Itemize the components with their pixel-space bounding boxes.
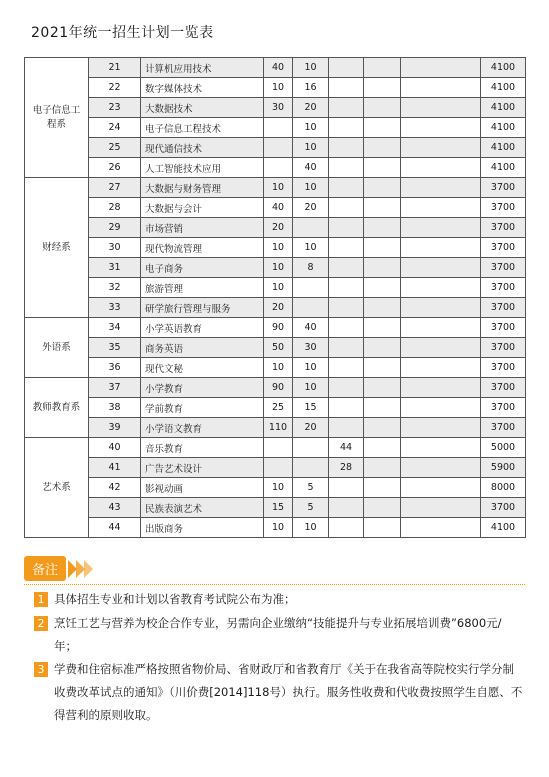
plan-cell bbox=[264, 138, 293, 158]
major-name: 电子商务 bbox=[141, 258, 264, 278]
plan-cell bbox=[364, 438, 401, 458]
major-number: 43 bbox=[89, 498, 141, 518]
tuition-fee: 4100 bbox=[481, 158, 526, 178]
plan-cell bbox=[329, 198, 364, 218]
major-name: 学前教育 bbox=[141, 398, 264, 418]
tuition-fee: 4100 bbox=[481, 98, 526, 118]
plan-cell bbox=[364, 338, 401, 358]
tuition-fee: 3700 bbox=[481, 338, 526, 358]
enrollment-plan-table bbox=[24, 57, 526, 538]
major-number: 40 bbox=[89, 438, 141, 458]
major-number: 34 bbox=[89, 318, 141, 338]
plan-cell bbox=[364, 298, 401, 318]
major-name: 大数据与财务管理 bbox=[141, 178, 264, 198]
major-name: 民族表演艺术 bbox=[141, 498, 264, 518]
plan-cell bbox=[401, 358, 481, 378]
plan-cell bbox=[364, 458, 401, 478]
major-name: 旅游管理 bbox=[141, 278, 264, 298]
plan-cell bbox=[364, 158, 401, 178]
plan-cell: 15 bbox=[293, 398, 329, 418]
tuition-fee: 3700 bbox=[481, 238, 526, 258]
plan-cell bbox=[364, 318, 401, 338]
plan-cell: 10 bbox=[264, 518, 293, 538]
plan-cell bbox=[364, 258, 401, 278]
plan-cell bbox=[401, 238, 481, 258]
page-title: 2021年统一招生计划一览表 bbox=[31, 25, 214, 41]
note-number: 3 bbox=[34, 662, 48, 677]
major-number: 39 bbox=[89, 418, 141, 438]
tuition-fee: 3700 bbox=[481, 398, 526, 418]
major-name: 现代通信技术 bbox=[141, 138, 264, 158]
plan-cell bbox=[329, 358, 364, 378]
plan-cell: 90 bbox=[264, 378, 293, 398]
plan-cell bbox=[364, 138, 401, 158]
department-name: 外语系 bbox=[25, 318, 89, 378]
plan-cell bbox=[329, 418, 364, 438]
plan-cell bbox=[401, 278, 481, 298]
major-number: 28 bbox=[89, 198, 141, 218]
major-number: 22 bbox=[89, 78, 141, 98]
plan-cell: 10 bbox=[264, 238, 293, 258]
plan-cell bbox=[401, 478, 481, 498]
plan-cell: 10 bbox=[293, 518, 329, 538]
major-name: 出版商务 bbox=[141, 518, 264, 538]
plan-cell: 5 bbox=[293, 478, 329, 498]
major-name: 现代文秘 bbox=[141, 358, 264, 378]
major-name: 小学英语教育 bbox=[141, 318, 264, 338]
table-row bbox=[25, 358, 526, 378]
plan-cell bbox=[329, 398, 364, 418]
table-row bbox=[25, 198, 526, 218]
tuition-fee: 4100 bbox=[481, 78, 526, 98]
plan-cell: 28 bbox=[329, 458, 364, 478]
plan-cell bbox=[364, 278, 401, 298]
plan-cell: 25 bbox=[264, 398, 293, 418]
notes-label: 备注 bbox=[24, 556, 66, 581]
major-number: 38 bbox=[89, 398, 141, 418]
plan-cell bbox=[264, 438, 293, 458]
plan-cell: 10 bbox=[293, 378, 329, 398]
major-name: 研学旅行管理与服务 bbox=[141, 298, 264, 318]
major-name: 计算机应用技术 bbox=[141, 58, 264, 78]
plan-cell bbox=[401, 78, 481, 98]
major-name: 电子信息工程技术 bbox=[141, 118, 264, 138]
major-number: 25 bbox=[89, 138, 141, 158]
plan-cell bbox=[401, 518, 481, 538]
table-row bbox=[25, 398, 526, 418]
plan-cell bbox=[364, 178, 401, 198]
plan-cell bbox=[401, 218, 481, 238]
note-item bbox=[34, 612, 524, 658]
plan-cell: 20 bbox=[293, 98, 329, 118]
plan-cell bbox=[329, 238, 364, 258]
plan-cell: 10 bbox=[264, 278, 293, 298]
plan-cell bbox=[401, 398, 481, 418]
table-row bbox=[25, 258, 526, 278]
tuition-fee: 3700 bbox=[481, 278, 526, 298]
plan-cell bbox=[329, 218, 364, 238]
major-number: 26 bbox=[89, 158, 141, 178]
notes-header bbox=[24, 556, 93, 581]
table-row bbox=[25, 158, 526, 178]
note-text: 学费和住宿标准严格按照省物价局、省财政厅和省教育厅《关于在我省高等院校实行学分制收费改革试点的通知》（川价费[2014]118号）执行。服务性收费和代收费按照学生自愿、不得营利的原则收取。 bbox=[54, 662, 523, 722]
plan-cell: 10 bbox=[264, 78, 293, 98]
plan-cell: 110 bbox=[264, 418, 293, 438]
table-row bbox=[25, 338, 526, 358]
major-number: 27 bbox=[89, 178, 141, 198]
plan-cell: 10 bbox=[293, 358, 329, 378]
major-number: 35 bbox=[89, 338, 141, 358]
department-name: 教师教育系 bbox=[25, 378, 89, 438]
tuition-fee: 3700 bbox=[481, 178, 526, 198]
major-number: 44 bbox=[89, 518, 141, 538]
plan-cell: 10 bbox=[293, 238, 329, 258]
plan-cell bbox=[401, 378, 481, 398]
plan-cell bbox=[401, 418, 481, 438]
table-row bbox=[25, 138, 526, 158]
plan-cell bbox=[329, 258, 364, 278]
note-item bbox=[34, 588, 524, 611]
note-text: 烹饪工艺与营养为校企合作专业，另需向企业缴纳“技能提升与专业拓展培训费”6800元/年； bbox=[54, 616, 502, 653]
plan-cell: 10 bbox=[293, 178, 329, 198]
major-name: 商务英语 bbox=[141, 338, 264, 358]
plan-cell: 20 bbox=[293, 198, 329, 218]
plan-cell: 40 bbox=[293, 318, 329, 338]
tuition-fee: 3700 bbox=[481, 218, 526, 238]
major-number: 23 bbox=[89, 98, 141, 118]
plan-cell bbox=[293, 298, 329, 318]
major-number: 21 bbox=[89, 58, 141, 78]
tuition-fee: 3700 bbox=[481, 298, 526, 318]
plan-cell: 40 bbox=[264, 58, 293, 78]
table-row bbox=[25, 178, 526, 198]
plan-cell bbox=[264, 458, 293, 478]
plan-cell: 40 bbox=[293, 158, 329, 178]
plan-cell: 16 bbox=[293, 78, 329, 98]
plan-cell: 10 bbox=[293, 118, 329, 138]
major-name: 大数据与会计 bbox=[141, 198, 264, 218]
plan-cell: 8 bbox=[293, 258, 329, 278]
plan-cell: 10 bbox=[264, 478, 293, 498]
table-row bbox=[25, 58, 526, 78]
plan-cell bbox=[401, 458, 481, 478]
tuition-fee: 5900 bbox=[481, 458, 526, 478]
plan-cell bbox=[329, 298, 364, 318]
plan-cell: 40 bbox=[264, 198, 293, 218]
plan-cell: 30 bbox=[293, 338, 329, 358]
major-number: 30 bbox=[89, 238, 141, 258]
plan-cell bbox=[401, 178, 481, 198]
major-name: 影视动画 bbox=[141, 478, 264, 498]
plan-cell bbox=[329, 478, 364, 498]
plan-cell: 30 bbox=[264, 98, 293, 118]
plan-cell bbox=[364, 238, 401, 258]
plan-cell bbox=[293, 458, 329, 478]
notes-divider bbox=[24, 584, 525, 585]
major-name: 小学教育 bbox=[141, 378, 264, 398]
tuition-fee: 3700 bbox=[481, 198, 526, 218]
major-number: 42 bbox=[89, 478, 141, 498]
table-row bbox=[25, 518, 526, 538]
plan-cell bbox=[329, 118, 364, 138]
tuition-fee: 3700 bbox=[481, 418, 526, 438]
plan-cell: 20 bbox=[293, 418, 329, 438]
department-name: 艺术系 bbox=[25, 438, 89, 538]
table-row bbox=[25, 498, 526, 518]
plan-cell bbox=[329, 338, 364, 358]
table-row bbox=[25, 318, 526, 338]
plan-cell bbox=[401, 298, 481, 318]
plan-cell bbox=[329, 58, 364, 78]
major-name: 大数据技术 bbox=[141, 98, 264, 118]
plan-cell bbox=[401, 498, 481, 518]
table-row bbox=[25, 218, 526, 238]
plan-cell bbox=[364, 218, 401, 238]
table-row bbox=[25, 458, 526, 478]
plan-cell bbox=[364, 118, 401, 138]
table-row bbox=[25, 298, 526, 318]
plan-cell bbox=[364, 518, 401, 538]
major-number: 41 bbox=[89, 458, 141, 478]
plan-cell bbox=[401, 338, 481, 358]
plan-cell: 10 bbox=[293, 138, 329, 158]
plan-cell bbox=[329, 158, 364, 178]
plan-cell: 20 bbox=[264, 218, 293, 238]
plan-cell: 90 bbox=[264, 318, 293, 338]
major-number: 29 bbox=[89, 218, 141, 238]
plan-cell bbox=[329, 318, 364, 338]
plan-cell bbox=[364, 98, 401, 118]
plan-cell bbox=[364, 198, 401, 218]
plan-cell: 44 bbox=[329, 438, 364, 458]
plan-cell bbox=[401, 258, 481, 278]
plan-cell bbox=[329, 498, 364, 518]
plan-cell bbox=[401, 198, 481, 218]
plan-cell: 20 bbox=[264, 298, 293, 318]
major-name: 音乐教育 bbox=[141, 438, 264, 458]
plan-cell bbox=[364, 378, 401, 398]
table-row bbox=[25, 238, 526, 258]
plan-cell: 5 bbox=[293, 498, 329, 518]
major-name: 人工智能技术应用 bbox=[141, 158, 264, 178]
major-number: 32 bbox=[89, 278, 141, 298]
tuition-fee: 4100 bbox=[481, 138, 526, 158]
major-number: 33 bbox=[89, 298, 141, 318]
plan-cell: 10 bbox=[264, 178, 293, 198]
plan-cell bbox=[329, 178, 364, 198]
tuition-fee: 3700 bbox=[481, 258, 526, 278]
table-row bbox=[25, 278, 526, 298]
note-number: 2 bbox=[34, 616, 48, 631]
tuition-fee: 3700 bbox=[481, 318, 526, 338]
plan-cell bbox=[293, 218, 329, 238]
plan-cell bbox=[364, 498, 401, 518]
plan-cell bbox=[329, 138, 364, 158]
tuition-fee: 3700 bbox=[481, 498, 526, 518]
plan-cell bbox=[364, 398, 401, 418]
plan-cell bbox=[329, 518, 364, 538]
plan-cell bbox=[401, 438, 481, 458]
plan-cell bbox=[329, 98, 364, 118]
note-item bbox=[34, 658, 524, 727]
plan-cell bbox=[364, 478, 401, 498]
plan-cell bbox=[401, 158, 481, 178]
table-row bbox=[25, 118, 526, 138]
table-row bbox=[25, 378, 526, 398]
plan-cell bbox=[401, 138, 481, 158]
plan-cell bbox=[364, 418, 401, 438]
plan-cell bbox=[264, 158, 293, 178]
department-name: 电子信息工程系 bbox=[25, 58, 89, 178]
tuition-fee: 4100 bbox=[481, 118, 526, 138]
plan-cell bbox=[329, 278, 364, 298]
plan-cell bbox=[364, 358, 401, 378]
major-name: 市场营销 bbox=[141, 218, 264, 238]
table-row bbox=[25, 478, 526, 498]
plan-cell bbox=[329, 78, 364, 98]
note-text: 具体招生专业和计划以省教育考试院公布为准； bbox=[54, 592, 296, 606]
table-row bbox=[25, 438, 526, 458]
department-name: 财经系 bbox=[25, 178, 89, 318]
major-number: 36 bbox=[89, 358, 141, 378]
plan-cell bbox=[401, 98, 481, 118]
plan-cell bbox=[401, 58, 481, 78]
tuition-fee: 3700 bbox=[481, 358, 526, 378]
plan-cell: 50 bbox=[264, 338, 293, 358]
plan-cell: 10 bbox=[293, 58, 329, 78]
major-name: 小学语文教育 bbox=[141, 418, 264, 438]
tuition-fee: 4100 bbox=[481, 518, 526, 538]
plan-cell: 10 bbox=[264, 258, 293, 278]
plan-cell bbox=[293, 438, 329, 458]
table-row bbox=[25, 98, 526, 118]
plan-cell bbox=[364, 78, 401, 98]
plan-cell bbox=[401, 118, 481, 138]
tuition-fee: 3700 bbox=[481, 378, 526, 398]
plan-cell: 10 bbox=[264, 358, 293, 378]
plan-cell bbox=[293, 278, 329, 298]
major-name: 数字媒体技术 bbox=[141, 78, 264, 98]
tuition-fee: 8000 bbox=[481, 478, 526, 498]
major-number: 31 bbox=[89, 258, 141, 278]
chevrons-icon bbox=[69, 560, 93, 578]
plan-cell: 15 bbox=[264, 498, 293, 518]
table-row bbox=[25, 418, 526, 438]
plan-cell bbox=[401, 318, 481, 338]
major-name: 现代物流管理 bbox=[141, 238, 264, 258]
note-number: 1 bbox=[34, 592, 48, 607]
plan-cell bbox=[264, 118, 293, 138]
major-name: 广告艺术设计 bbox=[141, 458, 264, 478]
major-number: 37 bbox=[89, 378, 141, 398]
table-row bbox=[25, 78, 526, 98]
tuition-fee: 4100 bbox=[481, 58, 526, 78]
tuition-fee: 5000 bbox=[481, 438, 526, 458]
plan-cell bbox=[329, 378, 364, 398]
plan-cell bbox=[364, 58, 401, 78]
major-number: 24 bbox=[89, 118, 141, 138]
